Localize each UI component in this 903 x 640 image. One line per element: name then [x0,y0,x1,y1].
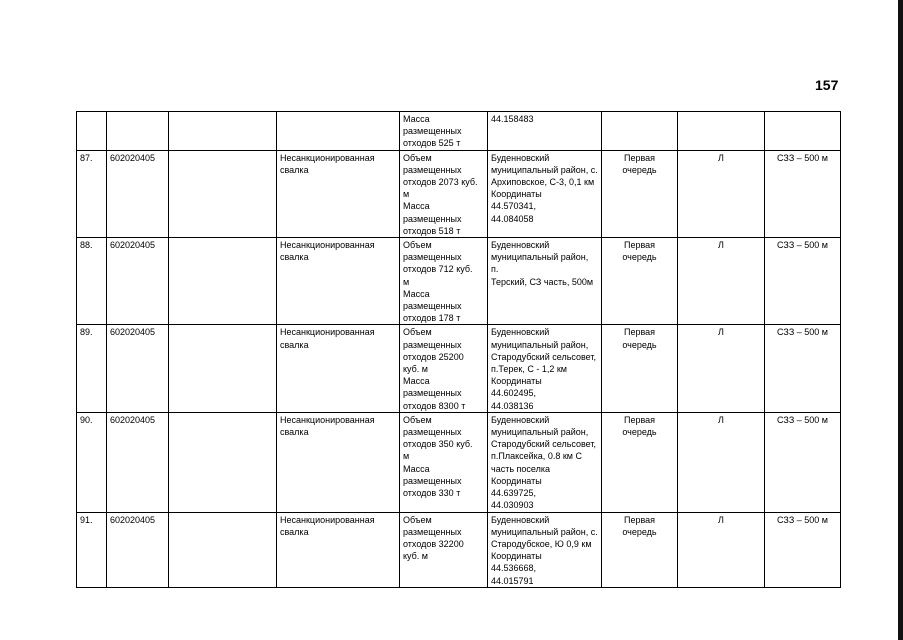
cell-location: Буденновский муниципальный район, Стародубский сельсовет, п.Терек, С - 1,2 км Координаты 44.602495, 44.038136 [488,325,602,412]
cell-sanitary-zone: СЗЗ – 500 м [765,512,841,587]
cell-object-name: Несанкционированная свалка [277,512,400,587]
cell-volume: Объем размещенных отходов 32200 куб. м [400,512,488,587]
table-row [77,325,841,412]
cell-code: 602020405 [107,412,169,512]
cell-number: 89. [77,325,107,412]
cell-priority: Первая очередь [602,150,678,237]
page-number: 157 [815,77,839,93]
cell-priority: Первая очередь [602,325,678,412]
cell-sanitary-zone: СЗЗ – 500 м [765,325,841,412]
cell-location: 44.158483 [488,112,602,151]
cell-blank [169,150,277,237]
cell-class: Л [678,512,765,587]
cell-priority [602,112,678,151]
cell-volume: Объем размещенных отходов 712 куб. м Масса размещенных отходов 178 т [400,238,488,325]
cell-object-name [277,112,400,151]
waste-sites-table [76,111,841,588]
cell-code: 602020405 [107,150,169,237]
cell-object-name: Несанкционированная свалка [277,325,400,412]
cell-object-name: Несанкционированная свалка [277,238,400,325]
cell-class: Л [678,238,765,325]
cell-blank [169,512,277,587]
table-row-continuation [77,112,841,151]
page-edge-shadow [898,0,903,640]
cell-class: Л [678,325,765,412]
table-row [77,238,841,325]
cell-location: Буденновский муниципальный район, п. Терский, СЗ часть, 500м [488,238,602,325]
cell-priority: Первая очередь [602,512,678,587]
table-body [77,112,841,588]
cell-priority: Первая очередь [602,412,678,512]
cell-code: 602020405 [107,238,169,325]
cell-sanitary-zone: СЗЗ – 500 м [765,238,841,325]
cell-class [678,112,765,151]
cell-blank [169,238,277,325]
cell-location: Буденновский муниципальный район, с. Стародубское, Ю 0,9 км Координаты 44.536668, 44.015791 [488,512,602,587]
table-row [77,412,841,512]
cell-priority: Первая очередь [602,238,678,325]
cell-object-name: Несанкционированная свалка [277,150,400,237]
table-row [77,150,841,237]
cell-blank [169,412,277,512]
cell-volume: Объем размещенных отходов 2073 куб. м Масса размещенных отходов 518 т [400,150,488,237]
cell-number [77,112,107,151]
cell-number: 90. [77,412,107,512]
cell-blank [169,325,277,412]
cell-class: Л [678,412,765,512]
cell-number: 91. [77,512,107,587]
cell-code: 602020405 [107,325,169,412]
cell-object-name: Несанкционированная свалка [277,412,400,512]
cell-sanitary-zone: СЗЗ – 500 м [765,412,841,512]
cell-volume: Объем размещенных отходов 25200 куб. м Масса размещенных отходов 8300 т [400,325,488,412]
cell-location: Буденновский муниципальный район, с. Архиповское, С-3, 0,1 км Координаты 44.570341, 44.084058 [488,150,602,237]
cell-code [107,112,169,151]
cell-code: 602020405 [107,512,169,587]
cell-volume: Масса размещенных отходов 525 т [400,112,488,151]
cell-sanitary-zone: СЗЗ – 500 м [765,150,841,237]
table-row [77,512,841,587]
cell-sanitary-zone [765,112,841,151]
cell-number: 88. [77,238,107,325]
cell-location: Буденновский муниципальный район, Стародубский сельсовет, п.Плаксейка, 0.8 км С часть поселка Координаты 44.639725, 44.030903 [488,412,602,512]
cell-blank [169,112,277,151]
cell-number: 87. [77,150,107,237]
cell-volume: Объем размещенных отходов 350 куб. м Масса размещенных отходов 330 т [400,412,488,512]
cell-class: Л [678,150,765,237]
